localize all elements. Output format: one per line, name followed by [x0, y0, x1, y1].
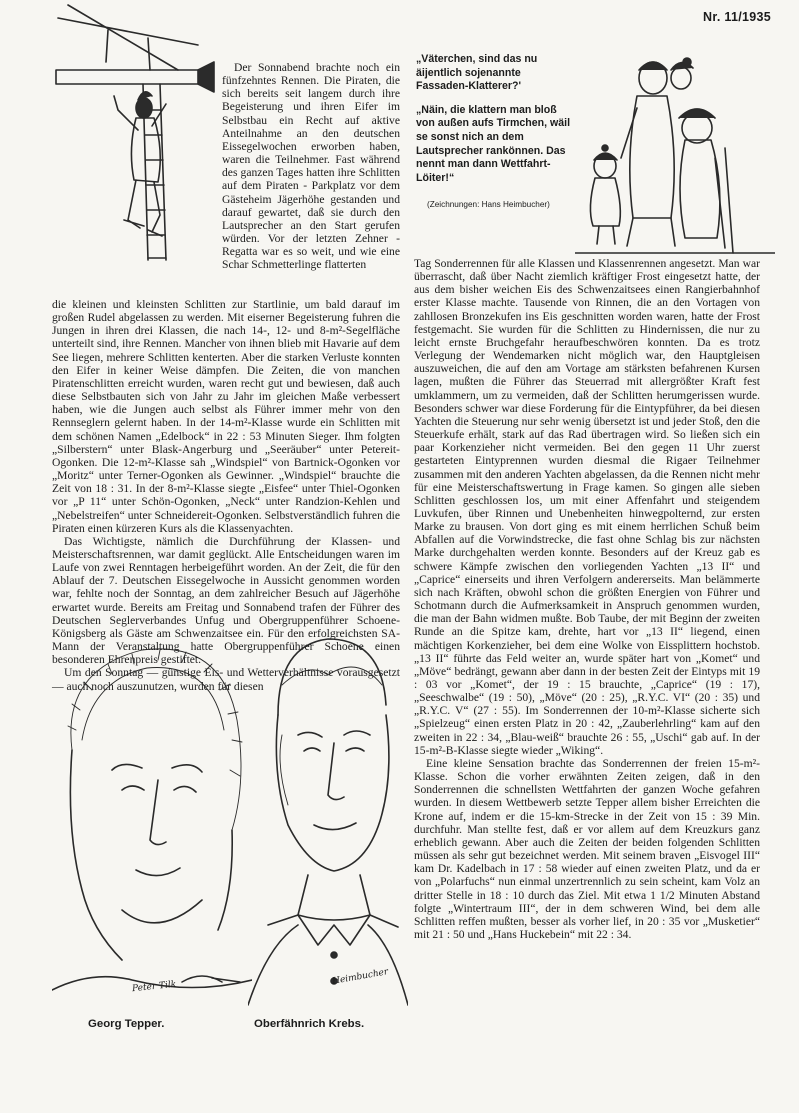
- issue-number: Nr. 11/1935: [703, 10, 771, 24]
- illustration-credit: (Zeichnungen: Hans Heimbucher): [427, 200, 550, 209]
- portrait-caption-krebs: Oberfähnrich Krebs.: [254, 1018, 365, 1030]
- article-paragraph: die kleinen und kleinsten Schlitten zur Startlinie, um bald darauf im großen Rudel abgelassen zu werden. Mit eiserner Begeisterung fuhren die Jungen in ihren drei Klassen, die nach 14-, 12- und 8-m²-Segelfläche unterteilt sind, ihre Rennen. Mancher von ihnen blieb mit Havarie auf dem See liegen, mehrere Schlitten kenterten. Aber die starken Verluste konnten den Eifer in keiner Weise dämpfen. Die Zeiten, die von manchen Piratenschlitten erreicht wurden, waren recht gut und bewiesen, daß auch diese Selbstbauten sich von Jahr zu Jahr im gleichen Maße verbessert haben, wie die Jungen auch selbst als Führer immer mehr von den Rennseglern gelernt haben. In der 14-m²-Klasse wurde ein Schlitten mit dem schönen Namen „Edelbock“ in 22 : 53 Minuten Sieger. Ihm folgten „Silberstern“ unter Blask-Angerburg und „Seeräuber“ unter Petereit-Ogonken. Die 12-m²-Klasse sah „Windspiel“ von Bartnick-Ogonken vor „Moritz“ unter Terner-Ogonken als Gewinner. „Windspiel“ brauchte die Zeit von 18 : 31. In der 8-m²-Klasse siegte „Eisfee“ unter Thiel-Ogonken vor „P 11“ unter Schön-Ogonken, „Neck“ unter Randzion-Kehlen und „Nebelstreifen“ unter Schneidereit-Ogonken. Selbstverständlich fuhren die Piraten einen kürzeren Kurs als die Klassenyachten.: [52, 298, 400, 535]
- article-paragraph: Eine kleine Sensation brachte das Sonderrennen der freien 15-m²-Klasse. Schon die vorher erwähnten Zeiten zeigen, daß in den Sonderrennen die schnellsten Wettfahrten der ganzen Woche gefahren wurden. In diesem Wettbewerb setzte Tepper allem bisher Erreichten die Krone auf, indem er die 15-km-Strecke in der Zeit von 15 : 39 Min. durchfuhr. Man stellte fest, daß er vor allem auf dem Kreuzkurs ganz erheblich gewann. Aber auch die Zeiten der beiden folgenden Schlitten müssen als sehr gut bezeichnet werden. Mit seinem braven „Eisvogel III“ kam Dr. Kadelbach in 17 : 58 wieder auf einen zweiten Platz, und da er von „Polarfuchs“ nun einmal unzertrennlich zu sein scheint, kam Volz an dritter Stelle in 18 : 10 durch das Ziel. Mit etwa 1 1/2 Minuten Abstand folgte „Wintertraum III“, der in dem schweren Wind, bei dem alle Schlitten reffen mußten, besser als vorher lief, in 20 : 35 vor „Musketier“ mit 21 : 50 und „Hans Huckebein“ mit 22 : 34.: [414, 756, 760, 941]
- portrait-oberfaehnrich-krebs: [248, 625, 408, 1010]
- portrait-georg-tepper: [52, 630, 252, 1010]
- cartoon-quote-father: „Näin, die klattern man bloß von außen aufs Tirmchen, wäil se sonst nich an dem Lautsprecher rankönnen. Das nennt man dann Wettfahrt-Löiter!“: [416, 103, 571, 184]
- article-column-left-top: [222, 61, 400, 272]
- cartoon-dialogue: [416, 53, 572, 195]
- article-column-right: [414, 257, 760, 941]
- article-paragraph: Der Sonnabend brachte noch ein fünfzehntes Rennen. Die Piraten, die sich bereits seit langem durch ihre Begeisterung und ihren Eifer im Selbstbau ein Recht auf aktive Anteilnahme an den deutschen Eissegelwochen erworben haben, waren die Teilnehmer. Fast während des ganzen Tages hatten ihre Schlitten auf dem Piraten - Parkplatz vor dem Gästeheim Jägerhöhe gestanden und darauf gewartet, daß sie durch den Lautsprecher an den Start gerufen würden. Vor der letzten Zehner - Regatta war es so weit, und wie eine Schar Schmetterlinge flatterten: [222, 61, 400, 272]
- article-paragraph: Um den Sonntag — günstige Eis- und Wetterverhältnisse vorausgesetzt — auch noch auszunutzen, wurden für diesen: [52, 666, 400, 693]
- article-paragraph: Das Wichtigste, nämlich die Durchführung der Klassen- und Meisterschaftsrennen, war damit geglückt. Alle Entscheidungen waren im Laufe von zwei Renntagen herbeigeführt worden. An der Zeit, die für den Ablauf der 7. Deutschen Eissegelwoche in Aussicht genommen worden war, fehlte noch der Sonntag, an dem zahlreicher Besuch auf Jägerhöhe erwartet wurde. Bereits am Freitag und Sonnabend trafen der Führer des Deutschen Seglerverbandes Unfug und Obergruppenführer Schoene-Königsberg als Gäste am Schwenzaitsee ein. Für den erfolgreichsten SA-Mann der Veranstaltung hatte Obergruppenführer Schoene einen besonderen Ehrenpreis gestiftet.: [52, 534, 400, 667]
- article-paragraph: Tag Sonderrennen für alle Klassen und Klassenrennen angesetzt. Man war überrascht, daß über Nacht ziemlich kräftiger Frost eingesetzt hatte, der aus dem bisher weichen Eis des Schwenzaitsees einen Rangierbahnhof erster Klasse machte. Tausende von Rinnen, die an den Vortagen von zahllosen Bronzekufen ins Eis geschnitten worden waren, hatte der Frost festgemacht. Sie wurden für die Schlitten zu Hindernissen, die nur zu leicht ernste Bruchgefahr heraufbeschwören konnten. Da es trotz Verlegung der Wendemarken nicht möglich war, den Hauptgleisen auszuweichen, die auf den am Vortage am stärksten befahrenen Kursen lagen, mußten die Führer das Steuerrad mit allergrößter Kraft fest umklammern, um zu vermeiden, daß der Schlitten herumgerissen wurde. Besonders schwer war diese Forderung für die Eintypführer, da bei diesen Yachten die Steuerung nur sehr wenig übersetzt ist und jeder Stoß, den die Steuerkufe erhält, stark auf das Rad übertragen wird. So ließen sich ein paar Korkenzieher nicht vermeiden. Bei den gegen 11 Uhr zuerst gestarteten Eintyprennen wurden diesmal die Rigaer Teilnehmer zusammen mit den anderen Yachten abgelassen, da die Rennen nicht mehr für eine Meisterschaftswertung in Frage kamen. So gingen alle sieben Schlitten geschlossen los, um mit einer Affenfahrt und steigendem Luvkufen, über Rinnen und Unebenheiten hinwegpolternd, zur ersten Marke zu brausen. Von dort ging es mit einem herrlichen Schuß beim Abfallen auf die Vorwindstrecke, die fast ohne Schlag bis zur nächsten Marke durchgehalten werden konnte. Besonders auf der Kreuz gab es schwere Kämpfe zwischen den vorliegenden Yachten „13 II“ und „Caprice“ einerseits und ihren Verfolgern andererseits. Man belämmerte sich nach Kräften, obwohl schon die größten Energien von Führer und Schotmann durch die Aufmerksamkeit in Anspruch genommen wurden, die man der Bahn widmen mußte. Bob Taube, der mit Beginn der zweiten Runde an die Spitze kam, drehte, hart vor „13 II“ liegend, einen mächtigen Korkenzieher, bei dem eine Wolke von Eissplittern hochstob. „13 II“ führte das Feld weiter an, wurde später hart von „Komet“ und „Möve“ bedrängt, gewann aber dann in der besten Zeit der Eintyps mit 19 : 03 vor „Komet“, der 19 : 15 brauchte, „Caprice“ (19 : 17), „Seeschwalbe“ (19 : 50), „Möve“ (20 : 25), „R.Y.C. VI“ (20 : 35) und „R.Y.C. V“ (27 : 55). Im Sonderrennen der 10-m²-Klasse sicherte sich „Spielzeug“ einen ersten Platz in 20 : 42, „Zauberlehrling“ kam auf den zweiten in 22 : 34, „Blau-weiß“ brauchte 26 : 55, „Uschi“ gab auf. In der 15-m²-B-Klasse siegte wieder „Wiking“.: [414, 257, 760, 757]
- cartoon-quote-child: „Väterchen, sind das nu äijentlich sojenannte Fassaden-Klatterer?': [416, 53, 538, 93]
- portrait-signature: Heimbucher: [331, 967, 390, 987]
- portrait-caption-tepper: Georg Tepper.: [88, 1018, 165, 1030]
- family-cartoon-illustration: [575, 48, 775, 258]
- climbing-pirate-illustration: [48, 0, 218, 270]
- portrait-signature: Peter Tilk: [131, 979, 177, 995]
